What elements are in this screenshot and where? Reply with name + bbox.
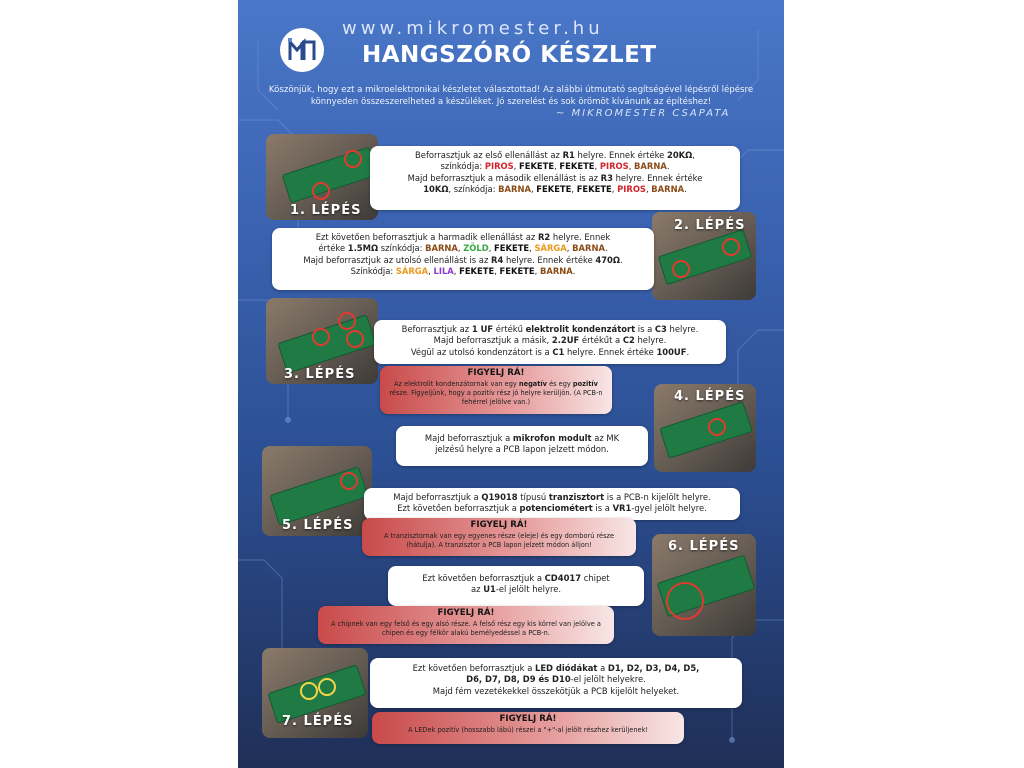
page-title: HANGSZÓRÓ KÉSZLET xyxy=(362,42,657,68)
step-2-card: Ezt követően beforrasztjuk a harmadik ellenállást az R2 helyre. Ennek értéke 1.5MΩ színkódja: BARNA, ZÖLD, FEKETE, SÁRGA, BARNA. Majd beforrasztjuk az utolsó ellenállást is az R4 helyre. Ennek értéke 470Ω. Színkódja: SÁRGA, LILA, FEKETE, FEKETE, BARNA. xyxy=(272,228,654,290)
step-5-label: 5. LÉPÉS xyxy=(282,518,354,533)
instruction-poster xyxy=(238,0,784,768)
step-6-card: Ezt követően beforrasztjuk a CD4017 chipet az U1-el jelölt helyre. xyxy=(388,566,644,606)
warning-title: FIGYELJ RÁ! xyxy=(437,608,495,618)
step-6-label: 6. LÉPÉS xyxy=(668,539,740,554)
step-5-card: Majd beforrasztjuk a Q19018 típusú tranzisztort is a PCB-n kijelölt helyre. Ezt követően beforrasztjuk a potenciométert is a VR1-gyel jelölt helyre. xyxy=(364,488,740,520)
step-3-warning: FIGYELJ RÁ! Az elektrolit kondenzátornak van egy negatív és egy pozitív része. Figyeljünk, hogy a pozitív rész jó helyre kerüljön. (A PCB-n fehérrel jelölve van.) xyxy=(380,366,612,414)
warning-title: FIGYELJ RÁ! xyxy=(499,714,557,724)
warning-title: FIGYELJ RÁ! xyxy=(467,368,525,378)
mikromester-logo xyxy=(280,28,324,72)
step-4-card: Majd beforrasztjuk a mikrofon modult az MK jelzésű helyre a PCB lapon jelzett módon. xyxy=(396,426,648,466)
intro-text: Köszönjük, hogy ezt a mikroelektronikai készletet választottad! Az alábbi útmutató segítségével lépésről lépésre könnyeden összeszerelheted a készüléket. Jó szerelést és sok örömöt kívánunk az építéshez! xyxy=(268,85,754,107)
warning-title: FIGYELJ RÁ! xyxy=(470,520,528,530)
step-7-warning: FIGYELJ RÁ! A LEDek pozitív (hosszabb lábú) részei a "+"-al jelölt részhez kerüljenek! xyxy=(372,712,684,744)
step-1-label: 1. LÉPÉS xyxy=(290,203,362,218)
step-3-card: Beforrasztjuk az 1 UF értékű elektrolit kondenzátort is a C3 helyre. Majd beforrasztjuk a másik, 2.2UF értékűt a C2 helyre. Végül az utolsó kondenzátort is a C1 helyre. Ennek értéke 100UF. xyxy=(374,320,726,364)
step-4-label: 4. LÉPÉS xyxy=(674,389,746,404)
step-5-warning: FIGYELJ RÁ! A tranzisztornak van egy egyenes része (eleje) és egy domború része (hátulja). A tranzisztor a PCB lapon jelzett módon álljon! xyxy=(362,518,636,556)
step-7-card: Ezt követően beforrasztjuk a LED diódákat a D1, D2, D3, D4, D5, D6, D7, D8, D9 és D10-el jelölt helyekre. Majd fém vezetékekkel összekötjük a PCB kijelölt helyeket. xyxy=(370,658,742,708)
step-7-label: 7. LÉPÉS xyxy=(282,714,354,729)
step-6-warning: FIGYELJ RÁ! A chipnek van egy felső és egy alsó része. A felső rész egy kis körrel van jelölve a chipen és egy félkör alakú bemélyedéssel a PCB-n. xyxy=(318,606,614,644)
step-3-label: 3. LÉPÉS xyxy=(284,367,356,382)
site-url: www.mikromester.hu xyxy=(342,18,604,39)
step-1-card: Beforrasztjuk az első ellenállást az R1 helyre. Ennek értéke 20KΩ, színkódja: PIROS, FEKETE, FEKETE, PIROS, BARNA. Majd beforrasztjuk a második ellenállást is az R3 helyre. Ennek értéke 10KΩ, színkódja: BARNA, FEKETE, FEKETE, PIROS, BARNA. xyxy=(370,146,740,210)
signature: ~ MIKROMESTER CSAPATA xyxy=(556,108,731,119)
step-2-label: 2. LÉPÉS xyxy=(674,218,746,233)
